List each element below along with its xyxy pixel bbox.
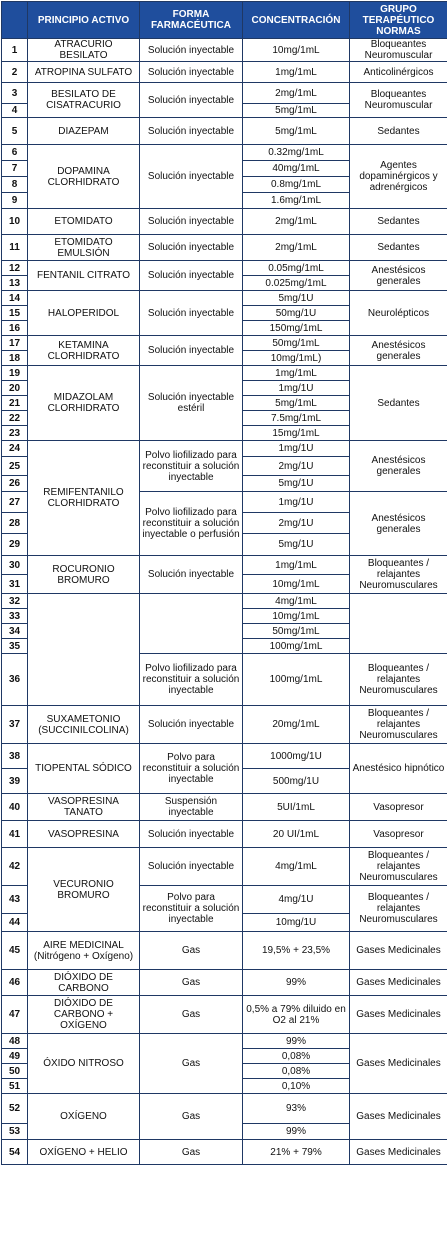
forma-farmaceutica-cell: Solución inyectable [140, 39, 243, 62]
concentracion-cell: 0.025mg/1mL [243, 276, 350, 291]
table-row [2, 291, 447, 306]
row-number-cell: 1 [2, 39, 28, 62]
table-row [2, 83, 447, 104]
row-number-cell: 43 [2, 886, 28, 914]
grupo-terapeutico-cell: Bloqueantes Neuromuscular [350, 83, 447, 118]
table-row [2, 39, 447, 62]
forma-farmaceutica-cell: Solución inyectable [140, 291, 243, 336]
concentracion-cell: 0,10% [243, 1079, 350, 1094]
grupo-terapeutico-cell: Sedantes [350, 366, 447, 441]
row-number-cell: 11 [2, 235, 28, 261]
table-row [2, 235, 447, 261]
row-number-cell: 18 [2, 351, 28, 366]
row-number-cell: 5 [2, 118, 28, 145]
forma-farmaceutica-cell: Solución inyectable [140, 706, 243, 744]
table-row [2, 1140, 447, 1165]
row-number-cell: 3 [2, 83, 28, 104]
row-number-cell: 8 [2, 177, 28, 193]
header-grupo-terapeutico: GRUPO TERAPÉUTICO NORMAS [350, 2, 447, 39]
principio-activo-cell: ROCURONIO BROMURO [28, 556, 140, 594]
grupo-terapeutico-cell: Gases Medicinales [350, 970, 447, 996]
forma-farmaceutica-cell: Solución inyectable [140, 556, 243, 594]
table-row [2, 848, 447, 886]
concentracion-cell: 50mg/1mL [243, 624, 350, 639]
forma-farmaceutica-cell: Gas [140, 1034, 243, 1094]
row-number-cell: 23 [2, 426, 28, 441]
row-number-cell: 38 [2, 744, 28, 769]
concentracion-cell: 4mg/1mL [243, 848, 350, 886]
table-row [2, 118, 447, 145]
header-row [2, 2, 447, 39]
row-number-cell: 34 [2, 624, 28, 639]
concentracion-cell: 50mg/1mL [243, 336, 350, 351]
concentracion-cell: 40mg/1mL [243, 161, 350, 177]
forma-farmaceutica-cell: Polvo liofilizado para reconstituir a solución inyectable [140, 654, 243, 706]
forma-farmaceutica-cell: Gas [140, 970, 243, 996]
row-number-cell: 40 [2, 794, 28, 821]
principio-activo-cell: BESILATO DE CISATRACURIO [28, 83, 140, 118]
row-number-cell: 41 [2, 821, 28, 848]
row-number-cell: 19 [2, 366, 28, 381]
concentracion-cell: 0.8mg/1mL [243, 177, 350, 193]
grupo-terapeutico-cell: Anticolinérgicos [350, 62, 447, 83]
table-row [2, 996, 447, 1034]
forma-farmaceutica-cell: Solución inyectable [140, 821, 243, 848]
concentracion-cell: 21% + 79% [243, 1140, 350, 1165]
concentracion-cell: 5mg/1U [243, 291, 350, 306]
row-number-cell: 13 [2, 276, 28, 291]
table-row [2, 1094, 447, 1124]
table-row [2, 744, 447, 769]
header-principio-activo: PRINCIPIO ACTIVO [28, 2, 140, 39]
concentracion-cell: 2mg/1mL [243, 209, 350, 235]
row-number-cell: 28 [2, 513, 28, 534]
concentracion-cell: 5mg/1U [243, 476, 350, 492]
concentracion-cell: 4mg/1U [243, 886, 350, 914]
row-number-cell: 26 [2, 476, 28, 492]
principio-activo-cell: DIÓXIDO DE CARBONO + OXÍGENO [28, 996, 140, 1034]
concentracion-cell: 7.5mg/1mL [243, 411, 350, 426]
principio-activo-cell: DIÓXIDO DE CARBONO [28, 970, 140, 996]
table-row [2, 556, 447, 575]
header-number [2, 2, 28, 39]
table-row [2, 594, 447, 609]
concentracion-cell: 10mg/1mL) [243, 351, 350, 366]
concentracion-cell: 10mg/1mL [243, 39, 350, 62]
grupo-terapeutico-cell: Bloqueantes / relajantes Neuromusculares [350, 886, 447, 932]
forma-farmaceutica-cell: Solución inyectable [140, 118, 243, 145]
forma-farmaceutica-cell: Suspensión inyectable [140, 794, 243, 821]
table-row [2, 145, 447, 161]
forma-farmaceutica-cell [140, 594, 243, 654]
grupo-terapeutico-cell: Agentes dopaminérgicos y adrenérgicos [350, 145, 447, 209]
row-number-cell: 42 [2, 848, 28, 886]
row-number-cell: 20 [2, 381, 28, 396]
row-number-cell: 50 [2, 1064, 28, 1079]
principio-activo-cell: DIAZEPAM [28, 118, 140, 145]
principio-activo-cell: HALOPERIDOL [28, 291, 140, 336]
table-row [2, 336, 447, 351]
principio-activo-cell: TIOPENTAL SÓDICO [28, 744, 140, 794]
concentracion-cell: 15mg/1mL [243, 426, 350, 441]
grupo-terapeutico-cell: Sedantes [350, 235, 447, 261]
row-number-cell: 48 [2, 1034, 28, 1049]
concentracion-cell: 10mg/1mL [243, 575, 350, 594]
table-row [2, 932, 447, 970]
row-number-cell: 10 [2, 209, 28, 235]
concentracion-cell: 0,08% [243, 1064, 350, 1079]
grupo-terapeutico-cell: Neurolépticos [350, 291, 447, 336]
row-number-cell: 51 [2, 1079, 28, 1094]
forma-farmaceutica-cell: Solución inyectable [140, 145, 243, 209]
grupo-terapeutico-cell [350, 594, 447, 654]
medication-table [1, 1, 447, 1165]
forma-farmaceutica-cell: Gas [140, 996, 243, 1034]
grupo-terapeutico-cell: Bloqueantes / relajantes Neuromusculares [350, 848, 447, 886]
table-row [2, 209, 447, 235]
concentracion-cell: 20 UI/1mL [243, 821, 350, 848]
table-row [2, 706, 447, 744]
concentracion-cell: 150mg/1mL [243, 321, 350, 336]
grupo-terapeutico-cell: Anestésicos generales [350, 492, 447, 556]
forma-farmaceutica-cell: Gas [140, 1140, 243, 1165]
medication-table-container [0, 1, 447, 1165]
row-number-cell: 45 [2, 932, 28, 970]
grupo-terapeutico-cell: Sedantes [350, 209, 447, 235]
concentracion-cell: 4mg/1mL [243, 594, 350, 609]
forma-farmaceutica-cell: Solución inyectable estéril [140, 366, 243, 441]
row-number-cell: 14 [2, 291, 28, 306]
grupo-terapeutico-cell: Anestésicos generales [350, 336, 447, 366]
forma-farmaceutica-cell: Polvo liofilizado para reconstituir a solución inyectable [140, 441, 243, 492]
concentracion-cell: 0.05mg/1mL [243, 261, 350, 276]
concentracion-cell: 500mg/1U [243, 769, 350, 794]
concentracion-cell: 2mg/1U [243, 457, 350, 476]
row-number-cell: 6 [2, 145, 28, 161]
table-row [2, 441, 447, 457]
forma-farmaceutica-cell: Solución inyectable [140, 848, 243, 886]
row-number-cell: 54 [2, 1140, 28, 1165]
row-number-cell: 30 [2, 556, 28, 575]
concentracion-cell: 1mg/1U [243, 441, 350, 457]
forma-farmaceutica-cell: Polvo liofilizado para reconstituir a solución inyectable o perfusión [140, 492, 243, 556]
row-number-cell: 29 [2, 534, 28, 556]
principio-activo-cell: ETOMIDATO [28, 209, 140, 235]
principio-activo-cell: ETOMIDATO EMULSIÓN [28, 235, 140, 261]
forma-farmaceutica-cell: Gas [140, 1094, 243, 1140]
table-row [2, 261, 447, 276]
row-number-cell: 39 [2, 769, 28, 794]
forma-farmaceutica-cell: Solución inyectable [140, 336, 243, 366]
row-number-cell: 35 [2, 639, 28, 654]
table-header [2, 2, 447, 39]
grupo-terapeutico-cell: Gases Medicinales [350, 1034, 447, 1094]
concentracion-cell: 5mg/1mL [243, 118, 350, 145]
concentracion-cell: 2mg/1mL [243, 235, 350, 261]
row-number-cell: 25 [2, 457, 28, 476]
principio-activo-cell: AIRE MEDICINAL (Nitrógeno + Oxígeno) [28, 932, 140, 970]
forma-farmaceutica-cell: Solución inyectable [140, 62, 243, 83]
concentracion-cell: 1mg/1mL [243, 62, 350, 83]
concentracion-cell: 99% [243, 1034, 350, 1049]
principio-activo-cell: DOPAMINA CLORHIDRATO [28, 145, 140, 209]
row-number-cell: 4 [2, 104, 28, 118]
table-row [2, 970, 447, 996]
grupo-terapeutico-cell: Bloqueantes / relajantes Neuromusculares [350, 706, 447, 744]
concentracion-cell: 10mg/1U [243, 914, 350, 932]
row-number-cell: 46 [2, 970, 28, 996]
grupo-terapeutico-cell: Gases Medicinales [350, 996, 447, 1034]
row-number-cell: 12 [2, 261, 28, 276]
row-number-cell: 31 [2, 575, 28, 594]
row-number-cell: 36 [2, 654, 28, 706]
concentracion-cell: 1mg/1U [243, 492, 350, 513]
row-number-cell: 22 [2, 411, 28, 426]
forma-farmaceutica-cell: Solución inyectable [140, 235, 243, 261]
header-forma-farmaceutica: FORMA FARMACÉUTICA [140, 2, 243, 39]
row-number-cell: 7 [2, 161, 28, 177]
table-row [2, 62, 447, 83]
concentracion-cell: 10mg/1mL [243, 609, 350, 624]
concentracion-cell: 20mg/1mL [243, 706, 350, 744]
row-number-cell: 32 [2, 594, 28, 609]
grupo-terapeutico-cell: Anestésicos generales [350, 441, 447, 492]
header-concentracion: CONCENTRACIÓN [243, 2, 350, 39]
grupo-terapeutico-cell: Bloqueantes / relajantes Neuromusculares [350, 654, 447, 706]
concentracion-cell: 99% [243, 1124, 350, 1140]
concentracion-cell: 2mg/1U [243, 513, 350, 534]
grupo-terapeutico-cell: Gases Medicinales [350, 1140, 447, 1165]
grupo-terapeutico-cell: Bloqueantes Neuromuscular [350, 39, 447, 62]
table-row [2, 366, 447, 381]
grupo-terapeutico-cell: Sedantes [350, 118, 447, 145]
concentracion-cell: 1mg/1mL [243, 366, 350, 381]
table-row [2, 1034, 447, 1049]
row-number-cell: 17 [2, 336, 28, 351]
forma-farmaceutica-cell: Polvo para reconstituir a solución inyectable [140, 886, 243, 932]
principio-activo-cell: MIDAZOLAM CLORHIDRATO [28, 366, 140, 441]
principio-activo-cell: VECURONIO BROMURO [28, 848, 140, 932]
principio-activo-cell: REMIFENTANILO CLORHIDRATO [28, 441, 140, 556]
forma-farmaceutica-cell: Gas [140, 932, 243, 970]
grupo-terapeutico-cell: Anestésico hipnótico [350, 744, 447, 794]
principio-activo-cell: OXÍGENO [28, 1094, 140, 1140]
row-number-cell: 47 [2, 996, 28, 1034]
concentracion-cell: 5mg/1mL [243, 104, 350, 118]
row-number-cell: 37 [2, 706, 28, 744]
row-number-cell: 2 [2, 62, 28, 83]
row-number-cell: 52 [2, 1094, 28, 1124]
forma-farmaceutica-cell: Solución inyectable [140, 209, 243, 235]
concentracion-cell: 5mg/1U [243, 534, 350, 556]
concentracion-cell: 2mg/1mL [243, 83, 350, 104]
principio-activo-cell: OXÍGENO + HELIO [28, 1140, 140, 1165]
concentracion-cell: 1000mg/1U [243, 744, 350, 769]
grupo-terapeutico-cell: Vasopresor [350, 821, 447, 848]
concentracion-cell: 5mg/1mL [243, 396, 350, 411]
table-row [2, 821, 447, 848]
grupo-terapeutico-cell: Gases Medicinales [350, 1094, 447, 1140]
row-number-cell: 44 [2, 914, 28, 932]
row-number-cell: 53 [2, 1124, 28, 1140]
forma-farmaceutica-cell: Solución inyectable [140, 261, 243, 291]
concentracion-cell: 100mg/1mL [243, 654, 350, 706]
concentracion-cell: 50mg/1U [243, 306, 350, 321]
concentracion-cell: 99% [243, 970, 350, 996]
table-row [2, 794, 447, 821]
row-number-cell: 9 [2, 193, 28, 209]
grupo-terapeutico-cell: Bloqueantes / relajantes Neuromusculares [350, 556, 447, 594]
principio-activo-cell: FENTANIL CITRATO [28, 261, 140, 291]
grupo-terapeutico-cell: Anestésicos generales [350, 261, 447, 291]
row-number-cell: 27 [2, 492, 28, 513]
concentracion-cell: 5UI/1mL [243, 794, 350, 821]
row-number-cell: 21 [2, 396, 28, 411]
concentracion-cell: 0,5% a 79% diluido en O2 al 21% [243, 996, 350, 1034]
forma-farmaceutica-cell: Polvo para reconstituir a solución inyectable [140, 744, 243, 794]
concentracion-cell: 19,5% + 23,5% [243, 932, 350, 970]
concentracion-cell: 1.6mg/1mL [243, 193, 350, 209]
concentracion-cell: 1mg/1U [243, 381, 350, 396]
forma-farmaceutica-cell: Solución inyectable [140, 83, 243, 118]
principio-activo-cell: SUXAMETONIO (SUCCINILCOLINA) [28, 706, 140, 744]
row-number-cell: 49 [2, 1049, 28, 1064]
principio-activo-cell: ATROPINA SULFATO [28, 62, 140, 83]
concentracion-cell: 0.32mg/1mL [243, 145, 350, 161]
principio-activo-cell: VASOPRESINA TANATO [28, 794, 140, 821]
principio-activo-cell [28, 594, 140, 706]
principio-activo-cell: ATRACURIO BESILATO [28, 39, 140, 62]
concentracion-cell: 0,08% [243, 1049, 350, 1064]
concentracion-cell: 1mg/1mL [243, 556, 350, 575]
row-number-cell: 24 [2, 441, 28, 457]
concentracion-cell: 100mg/1mL [243, 639, 350, 654]
principio-activo-cell: KETAMINA CLORHIDRATO [28, 336, 140, 366]
grupo-terapeutico-cell: Vasopresor [350, 794, 447, 821]
grupo-terapeutico-cell: Gases Medicinales [350, 932, 447, 970]
row-number-cell: 33 [2, 609, 28, 624]
row-number-cell: 16 [2, 321, 28, 336]
table-body [2, 39, 447, 1165]
principio-activo-cell: ÓXIDO NITROSO [28, 1034, 140, 1094]
principio-activo-cell: VASOPRESINA [28, 821, 140, 848]
concentracion-cell: 93% [243, 1094, 350, 1124]
row-number-cell: 15 [2, 306, 28, 321]
